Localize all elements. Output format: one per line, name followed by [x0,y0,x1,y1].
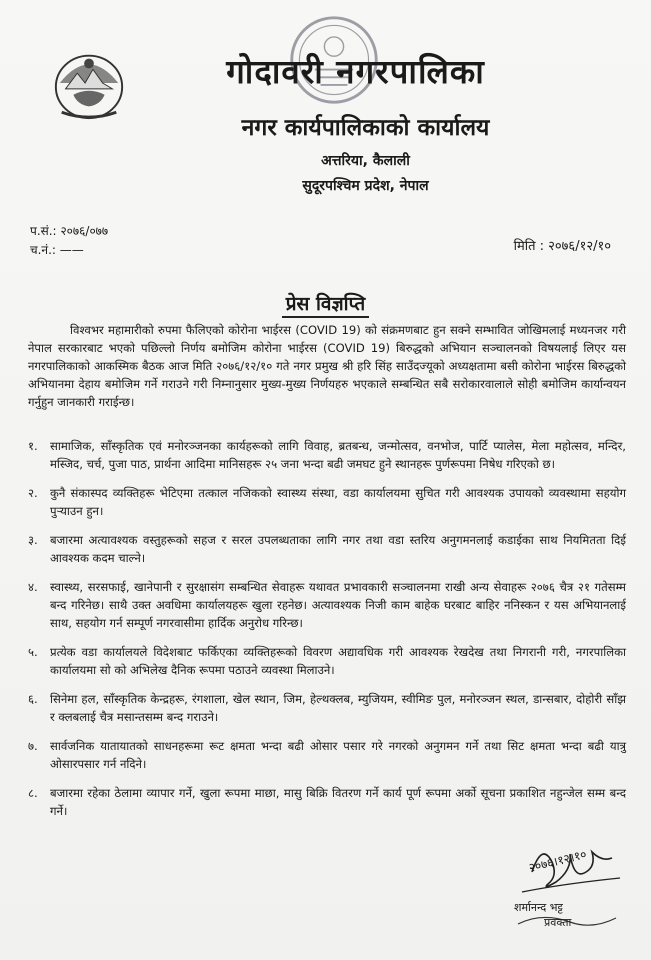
dispatch-number [30,241,84,258]
decision-list [28,437,626,831]
notice-heading [0,290,651,316]
intro-text: विश्वभर महामारीको रुपमा फैलिएको कोरोना भाईरस (COVID 19) को संक्रमणबाट हुन सक्ने सम्भावित जोखिमलाई मध्यनजर गरी नेपाल सरकारबाट भएको पछिल्लो निर्णय बमोजिम कोरोना भाईरस (COVID 19) बिरुद्धको अभियान सञ्चालनको विषयलाई लिएर यस नगरपालिकाको आकस्मिक बैठक आज मिति २०७६/१२/१० गते नगर प्रमुख श्री हरि सिंह साउँदज्यूको अध्यक्षतामा बसी कोरोना भाईरस बिरुद्धको अभियानमा देहाय बमोजिम गर्ने गराउने गरी निम्नानुसार मुख्य-मुख्य निर्णयहरु भएकाले सम्बन्धित सबै सरोकारवालाले सोही बमोजिम कार्यान्वयन गर्नुहुन जानकारी गराईन्छ। [28,323,626,409]
office-name: नगर कार्यपालिकाको कार्यालय [241,115,490,141]
intro-paragraph [28,321,626,411]
item-number: २. [28,486,38,500]
item-text: सार्वजनिक यातायातको साधनहरूमा रूट क्षमता भन्दा बढी ओसार पसार गरे नगरको अनुगमन गर्ने तथा सिट क्षमता भन्दा बढी यात्रु ओसारपसार गर्न नदिने। [50,739,626,771]
item-number: ७. [28,739,38,753]
list-item [28,690,626,726]
item-number: ८. [28,786,38,800]
item-text: सिनेमा हल, साँस्कृतिक केन्द्रहरू, रंगशाला, खेल स्थान, जिम, हेल्थक्लब, म्युजियम, स्वीमिङ पुल, मनोरञ्जन स्थल, डान्सबार, दोहोरी साँझ र क्लबलाई चैत्र मसान्तसम्म बन्द गराउने। [50,692,626,724]
item-number: १. [28,439,38,453]
ps-label: प.सं.: [30,224,57,238]
item-number: ३. [28,533,38,547]
item-number: ४. [28,580,38,594]
item-text: प्रत्येक वडा कार्यालयले विदेशबाट फर्किएका व्यक्तिहरूको विवरण अद्यावधिक गरी आवश्यक रेखदेख तथा निगरानी गरी, नगरपालिका कार्यालयमा सो को अभिलेख दैनिक रूपमा पठाउने व्यवस्था मिलाउने। [50,645,626,677]
item-text: स्वास्थ्य, सरसफाई, खानेपानी र सुरक्षासंग सम्बन्धित सेवाहरू यथावत प्रभावकारी सञ्चालनमा राखी अन्य सेवाहरू २०७६ चैत्र २१ गतेसम्म बन्द गरिनेछ। साथै उक्त अवधिमा कार्यालयहरू खुला रहनेछ। अत्यावश्यक निजी काम बाहेक घरबाट बाहिर ननिस्कन र यस अभियानलाई साथ, सहयोग गर्न सम्पूर्ण नगरवासीमा हार्दिक अनुरोध गरिन्छ। [50,580,626,630]
item-text: बजारमा अत्यावश्यक वस्तुहरूको सहज र सरल उपलब्धताका लागि नगर तथा वडा स्तरिय अनुगमनलाई कडाईका साथ नियमितता दिई आवश्यक कदम चाल्ने। [50,533,626,565]
cn-label: च.नं.: [30,243,56,257]
list-item [28,484,626,520]
date-label: मिति : [513,239,545,254]
list-item [28,578,626,632]
list-item [28,531,626,567]
notice-title: प्रेस विज्ञप्ति [282,293,370,318]
item-number: ५. [28,645,38,659]
location-line-2: सुदूरपश्चिम प्रदेश, नेपाल [302,178,429,194]
location-line-1: अत्तरिया, कैलाली [321,153,410,169]
list-item [28,784,626,820]
municipality-name: गोदावरी नगरपालिका [226,52,485,91]
list-item [28,643,626,679]
signature-date: २०७६।१२।१० [527,847,588,875]
list-item [28,737,626,773]
list-item [28,437,626,473]
date-value: २०७६/१२/१० [548,239,611,254]
letter-date [514,236,611,254]
cn-value: —— [59,243,84,257]
signatory-name: शर्मानन्द भट्ट [514,901,563,914]
item-text: बजारमा रहेका ठेलामा व्यापार गर्ने, खुला रूपमा माछा, मासु बिक्रि वितरण गर्ने कार्य पूर्ण रूपमा अर्को सूचना प्रकाशित नहुन्जेल सम्म बन्द गर्ने। [50,786,626,818]
signatory-title: प्रवक्ता [544,916,572,929]
ps-value: २०७६/०७७ [60,224,109,238]
item-text: सामाजिक, साँस्कृतिक एवं मनोरञ्जनका कार्यहरूको लागि विवाह, ब्रतबन्ध, जन्मोत्सव, वनभोज, पार्टि प्यालेस, मेला महोत्सव, मन्दिर, मस्जिद, चर्च, पुजा पाठ, प्रार्थना आदिमा मानिसहरू २५ जना भन्दा बढी जमघट हुने स्थानहरू पुर्णरूपमा निषेध गरिएको छ। [50,439,626,471]
item-number: ६. [28,692,38,706]
reference-number [30,222,108,239]
item-text: कुनै संकास्पद व्यक्तिहरू भेटिएमा तत्काल नजिकको स्वास्थ्य संस्था, वडा कार्यालयमा सुचित गरी आवश्यक उपायको व्यवस्थामा सहयोग पुर्‍याउन हुन। [50,486,626,518]
signatory-block [514,900,571,930]
